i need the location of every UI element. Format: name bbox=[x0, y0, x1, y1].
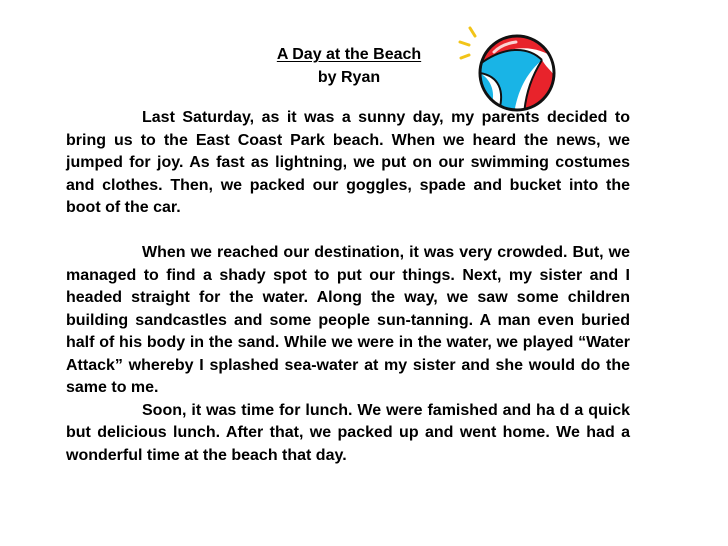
story-paragraph: When we reached our destination, it was very crowded. But, we managed to find a shady spot to put our things. Next, my sister and I headed straight for the water. Along the way, we saw some children building sandcastles and some people sun-tanning. A man even buried half of his body in the sand. While we were in the water, we played “Water Attack” whereby I splashed sea-water at my sister and she would do the same to me. bbox=[66, 244, 630, 396]
beach-ball-icon bbox=[458, 18, 558, 118]
document-author: by Ryan bbox=[317, 69, 381, 86]
sparkle-lines bbox=[460, 28, 475, 58]
story-body bbox=[66, 107, 630, 467]
story-paragraph: Soon, it was time for lunch. We were famished and ha d a quick but delicious lunch. After that, we packed up and went home. We had a wonderful time at the beach that day. bbox=[66, 401, 630, 464]
document-title: A Day at the Beach bbox=[276, 46, 422, 63]
story-paragraph: Last Saturday, as it was a sunny day, my parents decided to bring us to the East Coast Park beach. When we heard the news, we jumped for joy. As fast as lightning, we put on our swimming costumes and clothes. Then, we packed our goggles, spade and bucket into the boot of the car. bbox=[66, 109, 630, 216]
